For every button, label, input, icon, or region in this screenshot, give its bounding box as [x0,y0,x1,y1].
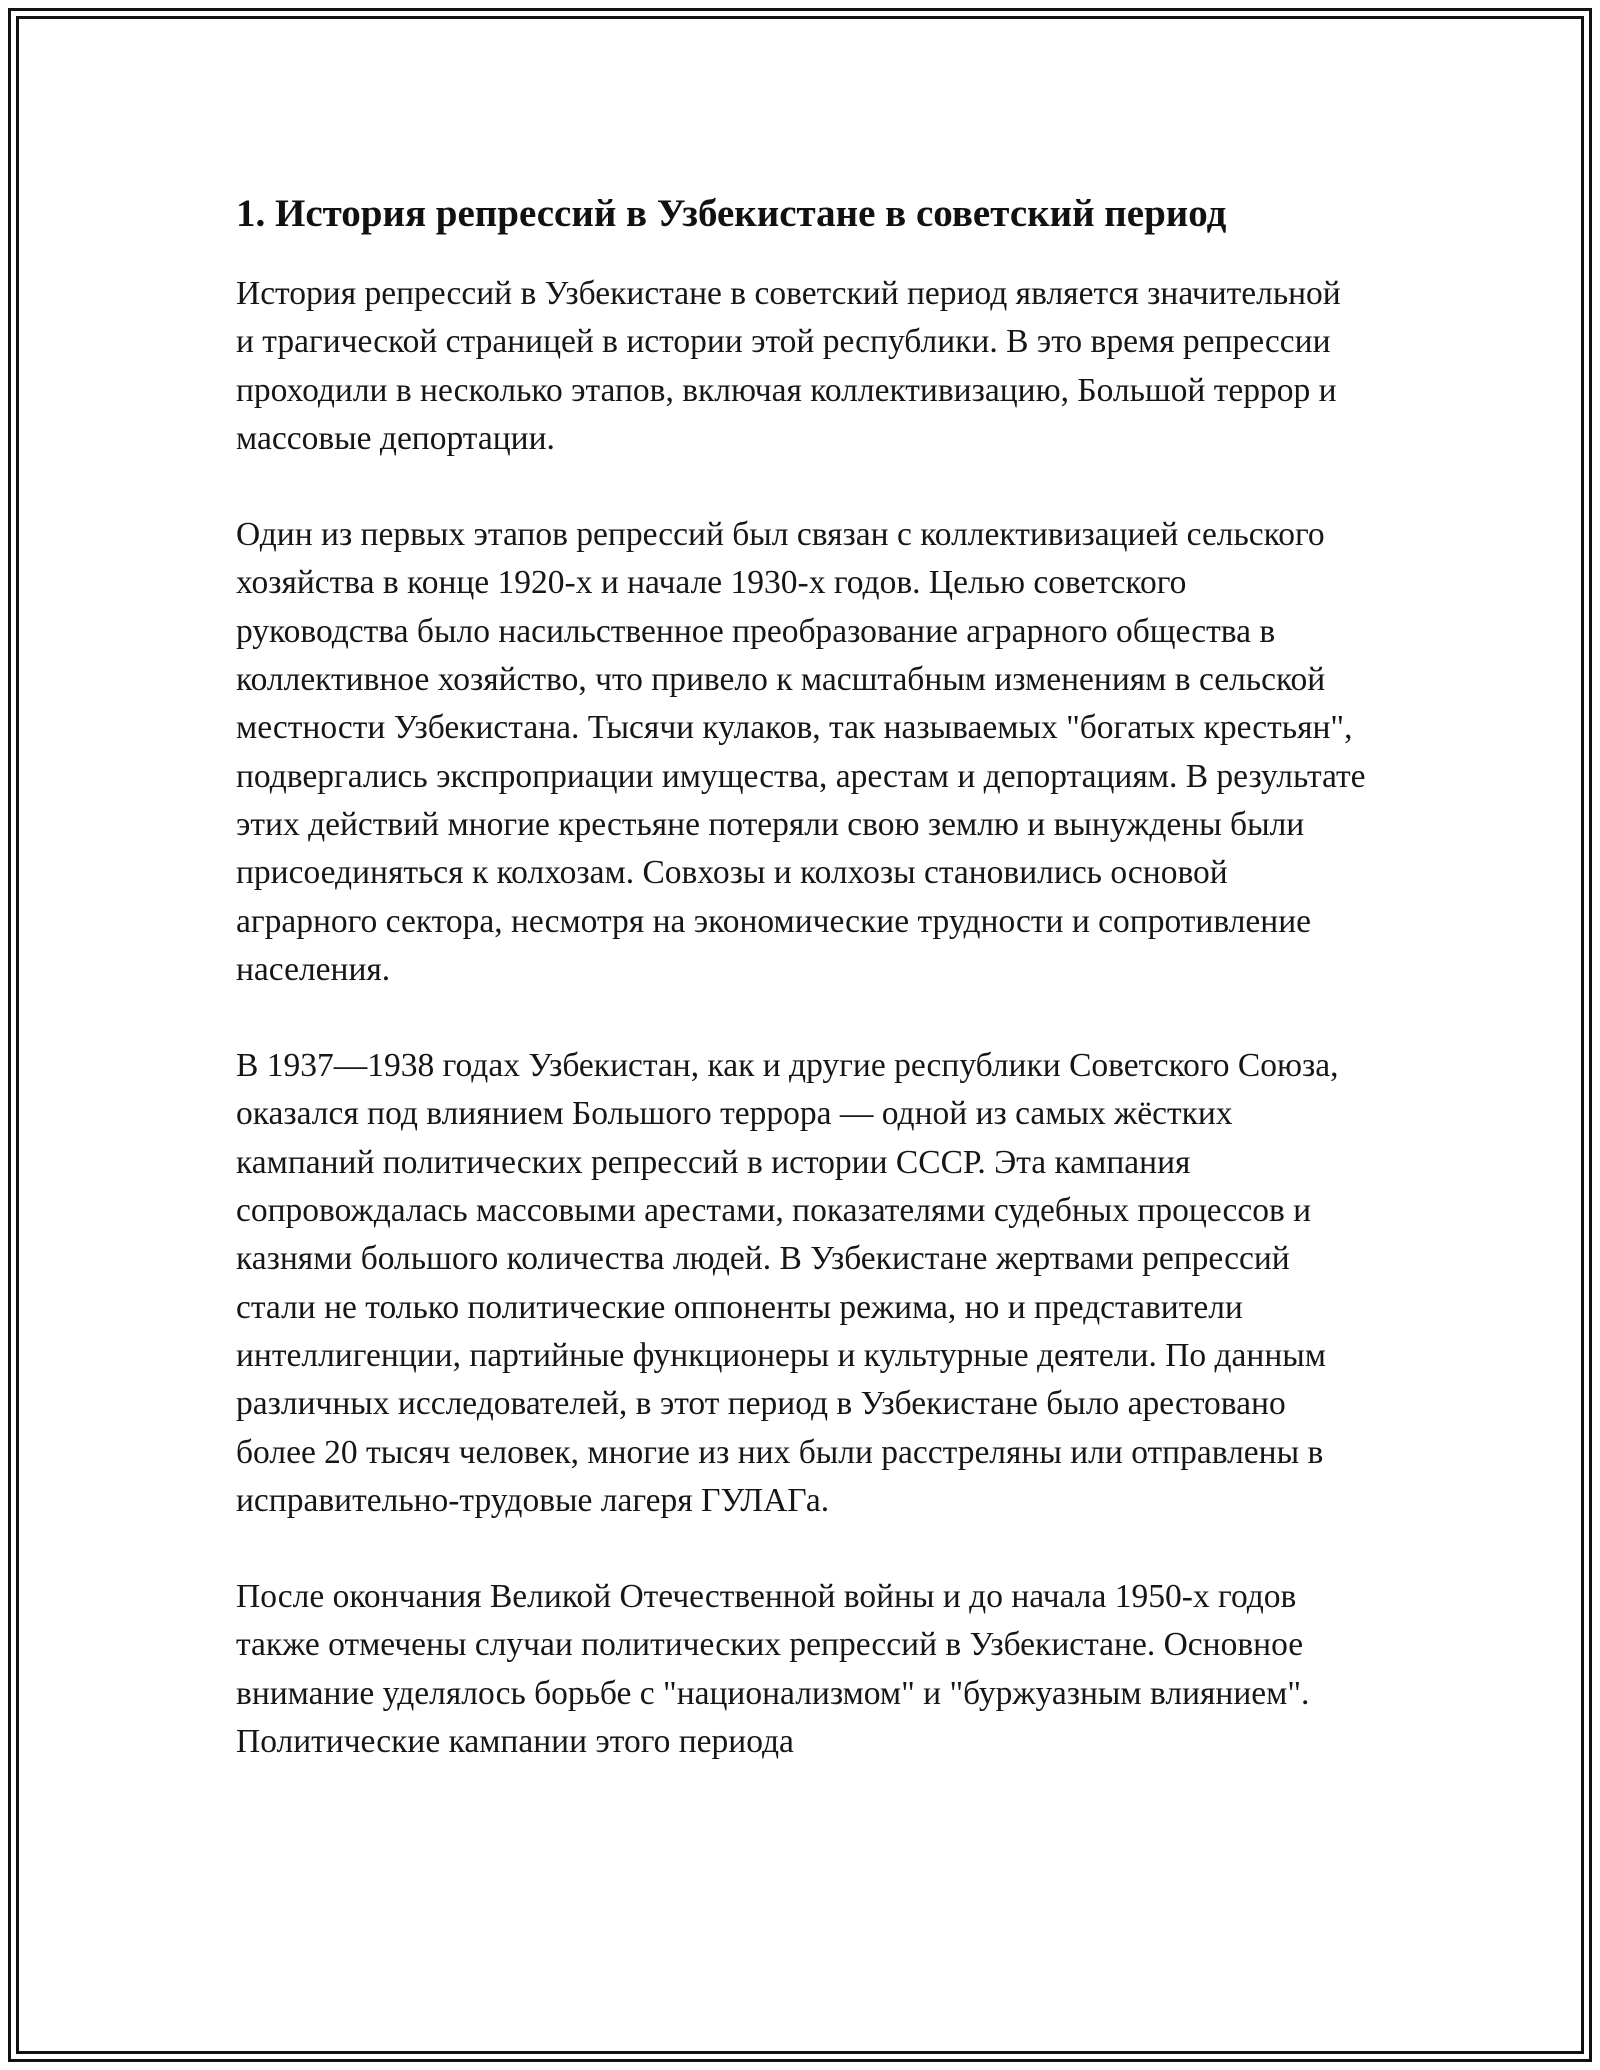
document-body [236,182,1366,1814]
paragraph-great-terror: В 1937—1938 годах Узбекистан, как и другие республики Советского Союза, оказался под влиянием Большого террора — одной из самых жёстких кампаний политических репрессий в истории СССР. Эта кампания сопровождалась массовыми арестами, показателями судебных процессов и казнями большого количества людей. В Узбекистане жертвами репрессий стали не только политические оппоненты режима, но и представители интеллигенции, партийные функционеры и культурные деятели. По данным различных исследователей, в этот период в Узбекистане было арестовано более 20 тысяч человек, многие из них были расстреляны или отправлены в исправительно-трудовые лагеря ГУЛАГа. [236,1047,1339,1519]
section-heading: 1. История репрессий в Узбекистане в советский период [236,192,1227,235]
paragraph-postwar: После окончания Великой Отечественной войны и до начала 1950-х годов также отмечены случаи политических репрессий в Узбекистане. Основное внимание уделялось борьбе с "национализмом" и "буржуазным влиянием". Политические кампании этого периода [236,1578,1310,1761]
paragraph-intro: История репрессий в Узбекистане в советский период является значительной и трагической страницей в истории этой республики. В это время репрессии проходили в несколько этапов, включая коллективизацию, Большой террор и массовые депортации. [236,275,1341,457]
paragraph-collectivization: Один из первых этапов репрессий был связан с коллективизацией сельского хозяйства в конце 1920-х и начале 1930-х годов. Целью советского руководства было насильственное преобразование аграрного общества в коллективное хозяйство, что привело к масштабным изменениям в сельской местности Узбекистана. Тысячи кулаков, так называемых "богатых крестьян", подвергались экспроприации имущества, арестам и депортациям. В результате этих действий многие крестьяне потеряли свою землю и вынуждены были присоединяться к колхозам. Совхозы и колхозы становились основой аграрного сектора, несмотря на экономические трудности и сопротивление населения. [236,516,1366,988]
